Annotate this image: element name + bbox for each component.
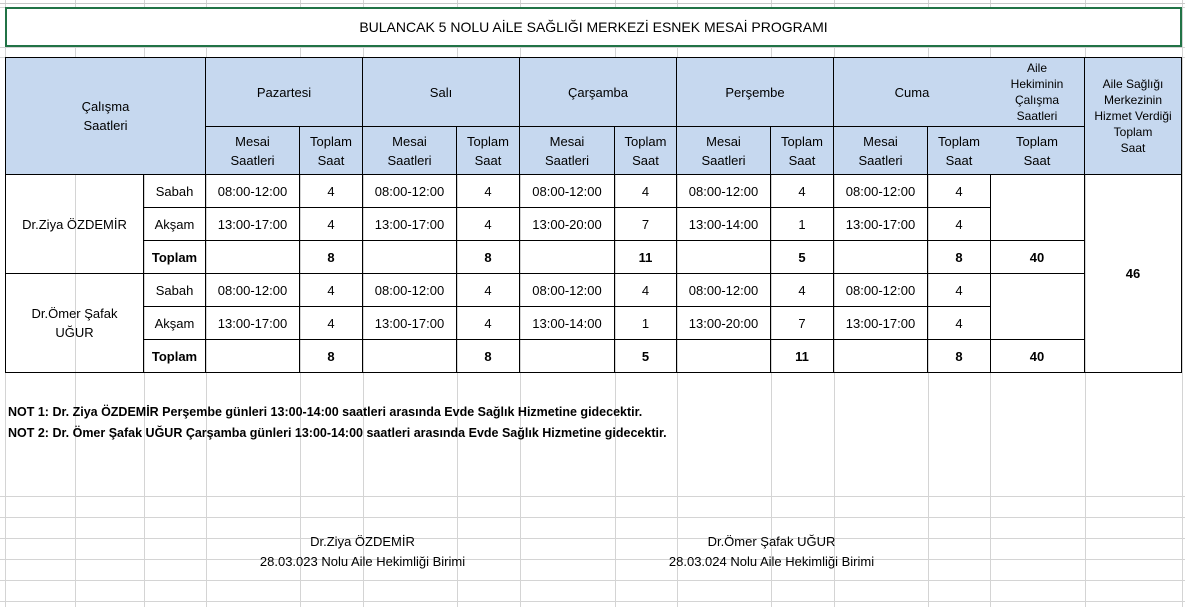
day-total-omer-persembe[interactable]	[771, 340, 834, 373]
asm-total-text: 46	[1125, 266, 1141, 281]
day-total-ziya-cuma[interactable]	[928, 241, 991, 274]
week-blank-omer[interactable]	[990, 274, 1085, 340]
day-total-ziya-cuma-text: 8	[955, 249, 963, 265]
day-total-omer-pazartesi-text: 8	[327, 348, 335, 364]
day-total-blank-ziya-pazartesi[interactable]	[206, 241, 300, 274]
header-day-carsamba-text: Çarşamba	[568, 84, 628, 100]
header-toplam-pazartesi[interactable]	[300, 127, 363, 175]
label-toplam-omer[interactable]	[144, 340, 206, 373]
sabah-total-ziya-persembe-text: 4	[798, 183, 806, 199]
sabah-hours-omer-persembe-text: 08:00-12:00	[688, 282, 759, 298]
sabah-hours-ziya-sali[interactable]	[363, 175, 457, 208]
label-toplam-ziya[interactable]	[144, 241, 206, 274]
note-2[interactable]: NOT 2: Dr. Ömer Şafak UĞUR Çarşamba günleri 13:00-14:00 saatleri arasında Evde Sağlık Hizmetine gidecektir.	[8, 426, 667, 440]
sabah-hours-ziya-pazartesi-text: 08:00-12:00	[217, 183, 288, 199]
sabah-total-ziya-sali-text: 4	[484, 183, 492, 199]
sabah-hours-ziya-cuma[interactable]	[834, 175, 928, 208]
label-sabah-ziya-text: Sabah	[155, 183, 194, 199]
sabah-total-omer-persembe[interactable]	[771, 274, 834, 307]
header-toplam-sali-text: Toplam Saat	[467, 133, 509, 168]
day-total-omer-cuma-text: 8	[955, 348, 963, 364]
sabah-hours-omer-pazartesi-text: 08:00-12:00	[217, 282, 288, 298]
sabah-total-ziya-persembe[interactable]	[771, 175, 834, 208]
aksam-hours-omer-carsamba-text: 13:00-14:00	[532, 315, 602, 331]
header-aile-hekimi-toplam[interactable]	[990, 127, 1085, 175]
sabah-hours-omer-sali[interactable]	[363, 274, 457, 307]
sabah-total-omer-sali[interactable]	[457, 274, 520, 307]
sabah-total-omer-persembe-text: 4	[798, 282, 806, 298]
header-mesai-cuma[interactable]	[834, 127, 928, 175]
header-toplam-carsamba[interactable]	[615, 127, 677, 175]
header-mesai-sali-text: Mesai Saatleri	[387, 133, 432, 168]
header-asm-toplam[interactable]	[1085, 57, 1182, 175]
header-toplam-sali[interactable]	[457, 127, 520, 175]
aksam-hours-omer-persembe-text: 13:00-20:00	[688, 315, 759, 331]
week-total-ziya-text: 40	[1029, 249, 1045, 265]
day-total-blank-omer-sali[interactable]	[363, 340, 457, 373]
aksam-hours-ziya-pazartesi[interactable]	[206, 208, 300, 241]
signature-ziya-unit: 28.03.023 Nolu Aile Hekimliği Birimi	[259, 553, 466, 569]
aksam-hours-ziya-carsamba-text: 13:00-20:00	[532, 216, 602, 232]
header-mesai-pazartesi-text: Mesai Saatleri	[230, 133, 275, 168]
aksam-total-ziya-persembe[interactable]	[771, 208, 834, 241]
aksam-total-omer-carsamba-text: 1	[641, 315, 650, 331]
aksam-hours-ziya-pazartesi-text: 13:00-17:00	[217, 216, 288, 232]
day-total-omer-sali[interactable]	[457, 340, 520, 373]
label-sabah-omer-text: Sabah	[155, 282, 194, 298]
doctor-name-omer-text: Dr.Ömer Şafak UĞUR	[31, 306, 118, 340]
sabah-total-omer-carsamba[interactable]	[615, 274, 677, 307]
header-asm-toplam-text: Aile Sağlığı Merkezinin Hizmet Verdiği Toplam Saat	[1094, 77, 1172, 155]
sabah-total-omer-cuma[interactable]	[928, 274, 991, 307]
header-aile-hekimi[interactable]	[990, 57, 1085, 127]
day-total-blank-omer-carsamba[interactable]	[520, 340, 615, 373]
aksam-hours-ziya-carsamba[interactable]	[520, 208, 615, 241]
sabah-hours-ziya-cuma-text: 08:00-12:00	[845, 183, 916, 199]
day-total-blank-omer-cuma[interactable]	[834, 340, 928, 373]
aksam-hours-omer-sali-text: 13:00-17:00	[374, 315, 445, 331]
header-mesai-cuma-text: Mesai Saatleri	[858, 133, 903, 168]
aksam-hours-ziya-cuma-text: 13:00-17:00	[845, 216, 916, 232]
aksam-hours-ziya-persembe[interactable]	[677, 208, 771, 241]
aksam-hours-omer-persembe[interactable]	[677, 307, 771, 340]
doctor-name-omer[interactable]	[5, 274, 144, 373]
aksam-total-omer-cuma[interactable]	[928, 307, 991, 340]
aksam-total-omer-sali-text: 4	[484, 315, 492, 331]
header-calisma-saatleri[interactable]	[5, 57, 206, 175]
day-total-ziya-sali-text: 8	[484, 249, 492, 265]
sheet-title[interactable]	[5, 7, 1182, 47]
aksam-hours-omer-pazartesi-text: 13:00-17:00	[217, 315, 288, 331]
sabah-hours-ziya-persembe-text: 08:00-12:00	[688, 183, 759, 199]
aksam-hours-omer-pazartesi[interactable]	[206, 307, 300, 340]
aksam-total-omer-persembe-text: 7	[798, 315, 806, 331]
label-aksam-ziya[interactable]	[144, 208, 206, 241]
day-total-blank-ziya-carsamba[interactable]	[520, 241, 615, 274]
aksam-total-ziya-sali[interactable]	[457, 208, 520, 241]
header-mesai-carsamba-text: Mesai Saatleri	[544, 133, 590, 168]
header-toplam-cuma[interactable]	[928, 127, 991, 175]
sabah-total-ziya-cuma[interactable]	[928, 175, 991, 208]
aksam-total-omer-carsamba[interactable]	[615, 307, 677, 340]
day-total-blank-ziya-persembe[interactable]	[677, 241, 771, 274]
week-blank-ziya[interactable]	[990, 175, 1085, 241]
aksam-hours-omer-cuma-text: 13:00-17:00	[845, 315, 916, 331]
day-total-omer-sali-text: 8	[484, 348, 492, 364]
sabah-hours-omer-cuma[interactable]	[834, 274, 928, 307]
aksam-hours-omer-carsamba[interactable]	[520, 307, 615, 340]
header-day-sali[interactable]	[363, 57, 520, 127]
header-aile-hekimi-toplam-text: Toplam Saat	[1016, 133, 1058, 168]
day-total-blank-ziya-sali[interactable]	[363, 241, 457, 274]
label-sabah-ziya[interactable]	[144, 175, 206, 208]
week-total-omer[interactable]	[990, 340, 1085, 373]
aksam-total-ziya-persembe-text: 1	[798, 216, 806, 232]
sabah-hours-ziya-pazartesi[interactable]	[206, 175, 300, 208]
aksam-total-omer-persembe[interactable]	[771, 307, 834, 340]
doctor-name-ziya[interactable]	[5, 175, 144, 274]
sabah-total-omer-pazartesi-text: 4	[327, 282, 335, 298]
day-total-ziya-pazartesi-text: 8	[327, 249, 335, 265]
week-total-ziya[interactable]	[990, 241, 1085, 274]
sabah-hours-omer-carsamba[interactable]	[520, 274, 615, 307]
sabah-hours-omer-cuma-text: 08:00-12:00	[845, 282, 916, 298]
note-1[interactable]: NOT 1: Dr. Ziya ÖZDEMİR Perşembe günleri 13:00-14:00 saatleri arasında Evde Sağlık Hizmetine gidecektir.	[8, 405, 643, 419]
label-toplam-ziya-text: Toplam	[151, 249, 198, 265]
label-aksam-ziya-text: Akşam	[154, 216, 195, 232]
header-mesai-sali[interactable]	[363, 127, 457, 175]
header-aile-hekimi-text: Aile Hekiminin Çalışma Saatleri	[1010, 61, 1064, 123]
signature-ziya[interactable]	[206, 496, 519, 607]
sabah-total-ziya-sali[interactable]	[457, 175, 520, 208]
day-total-omer-carsamba-text: 5	[641, 348, 650, 364]
aksam-total-ziya-carsamba-text: 7	[641, 216, 650, 232]
day-total-ziya-pazartesi[interactable]	[300, 241, 363, 274]
aksam-total-ziya-pazartesi[interactable]	[300, 208, 363, 241]
sabah-hours-ziya-carsamba[interactable]	[520, 175, 615, 208]
aksam-hours-ziya-sali[interactable]	[363, 208, 457, 241]
sabah-hours-ziya-persembe[interactable]	[677, 175, 771, 208]
sheet-title-text: BULANCAK 5 NOLU AİLE SAĞLIĞI MERKEZİ ESNEK MESAİ PROGRAMI	[359, 18, 828, 35]
header-toplam-pazartesi-text: Toplam Saat	[310, 133, 352, 168]
sabah-total-ziya-pazartesi-text: 4	[327, 183, 335, 199]
header-toplam-cuma-text: Toplam Saat	[938, 133, 980, 168]
label-toplam-omer-text: Toplam	[151, 348, 198, 364]
sabah-total-omer-cuma-text: 4	[955, 282, 963, 298]
header-day-carsamba[interactable]	[520, 57, 677, 127]
sabah-hours-omer-pazartesi[interactable]	[206, 274, 300, 307]
header-day-cuma[interactable]	[834, 57, 991, 127]
day-total-blank-omer-persembe[interactable]	[677, 340, 771, 373]
header-day-persembe-text: Perşembe	[725, 84, 785, 100]
aksam-hours-omer-sali[interactable]	[363, 307, 457, 340]
header-day-persembe[interactable]	[677, 57, 834, 127]
label-sabah-omer[interactable]	[144, 274, 206, 307]
day-total-omer-pazartesi[interactable]	[300, 340, 363, 373]
signature-ziya-name: Dr.Ziya ÖZDEMİR	[310, 533, 415, 549]
day-total-omer-persembe-text: 11	[795, 348, 809, 364]
aksam-total-omer-pazartesi-text: 4	[327, 315, 335, 331]
doctor-name-ziya-text: Dr.Ziya ÖZDEMİR	[22, 216, 127, 232]
header-toplam-carsamba-text: Toplam Saat	[624, 133, 667, 168]
sabah-total-ziya-carsamba-text: 4	[641, 183, 650, 199]
header-calisma-saatleri-text: Çalışma Saatleri	[81, 99, 130, 133]
sabah-total-ziya-pazartesi[interactable]	[300, 175, 363, 208]
header-toplam-persembe[interactable]	[771, 127, 834, 175]
day-total-ziya-persembe-text: 5	[798, 249, 806, 265]
sabah-total-omer-carsamba-text: 4	[641, 282, 650, 298]
aksam-total-ziya-cuma-text: 4	[955, 216, 963, 232]
label-aksam-omer[interactable]	[144, 307, 206, 340]
aksam-total-omer-cuma-text: 4	[955, 315, 963, 331]
day-total-blank-omer-pazartesi[interactable]	[206, 340, 300, 373]
header-toplam-persembe-text: Toplam Saat	[781, 133, 823, 168]
header-mesai-persembe-text: Mesai Saatleri	[701, 133, 746, 168]
label-aksam-omer-text: Akşam	[154, 315, 195, 331]
day-total-ziya-carsamba-text: 11	[638, 249, 653, 265]
sabah-hours-omer-persembe[interactable]	[677, 274, 771, 307]
sabah-hours-ziya-carsamba-text: 08:00-12:00	[532, 183, 602, 199]
day-total-omer-carsamba[interactable]	[615, 340, 677, 373]
aksam-total-ziya-carsamba[interactable]	[615, 208, 677, 241]
sabah-total-ziya-cuma-text: 4	[955, 183, 963, 199]
header-mesai-persembe[interactable]	[677, 127, 771, 175]
day-total-omer-cuma[interactable]	[928, 340, 991, 373]
aksam-hours-ziya-sali-text: 13:00-17:00	[374, 216, 445, 232]
sabah-hours-ziya-sali-text: 08:00-12:00	[374, 183, 445, 199]
signature-omer[interactable]	[615, 496, 928, 607]
aksam-hours-ziya-persembe-text: 13:00-14:00	[688, 216, 759, 232]
aksam-total-omer-pazartesi[interactable]	[300, 307, 363, 340]
aksam-total-omer-sali[interactable]	[457, 307, 520, 340]
header-mesai-pazartesi[interactable]	[206, 127, 300, 175]
sabah-hours-omer-carsamba-text: 08:00-12:00	[532, 282, 602, 298]
signature-omer-unit: 28.03.024 Nolu Aile Hekimliği Birimi	[668, 553, 875, 569]
day-total-ziya-carsamba[interactable]	[615, 241, 677, 274]
header-day-sali-text: Salı	[429, 84, 453, 100]
sabah-total-ziya-carsamba[interactable]	[615, 175, 677, 208]
header-day-pazartesi-text: Pazartesi	[256, 84, 312, 100]
day-total-blank-ziya-cuma[interactable]	[834, 241, 928, 274]
week-total-omer-text: 40	[1029, 348, 1045, 364]
header-mesai-carsamba[interactable]	[520, 127, 615, 175]
sabah-total-omer-pazartesi[interactable]	[300, 274, 363, 307]
asm-total[interactable]	[1085, 175, 1182, 373]
day-total-ziya-persembe[interactable]	[771, 241, 834, 274]
aksam-total-ziya-pazartesi-text: 4	[327, 216, 335, 232]
header-day-pazartesi[interactable]	[206, 57, 363, 127]
day-total-ziya-sali[interactable]	[457, 241, 520, 274]
aksam-hours-ziya-cuma[interactable]	[834, 208, 928, 241]
aksam-total-ziya-cuma[interactable]	[928, 208, 991, 241]
aksam-total-ziya-sali-text: 4	[484, 216, 492, 232]
header-day-cuma-text: Cuma	[894, 84, 930, 100]
aksam-hours-omer-cuma[interactable]	[834, 307, 928, 340]
sabah-total-omer-sali-text: 4	[484, 282, 492, 298]
sabah-hours-omer-sali-text: 08:00-12:00	[374, 282, 445, 298]
signature-omer-name: Dr.Ömer Şafak UĞUR	[707, 533, 836, 549]
